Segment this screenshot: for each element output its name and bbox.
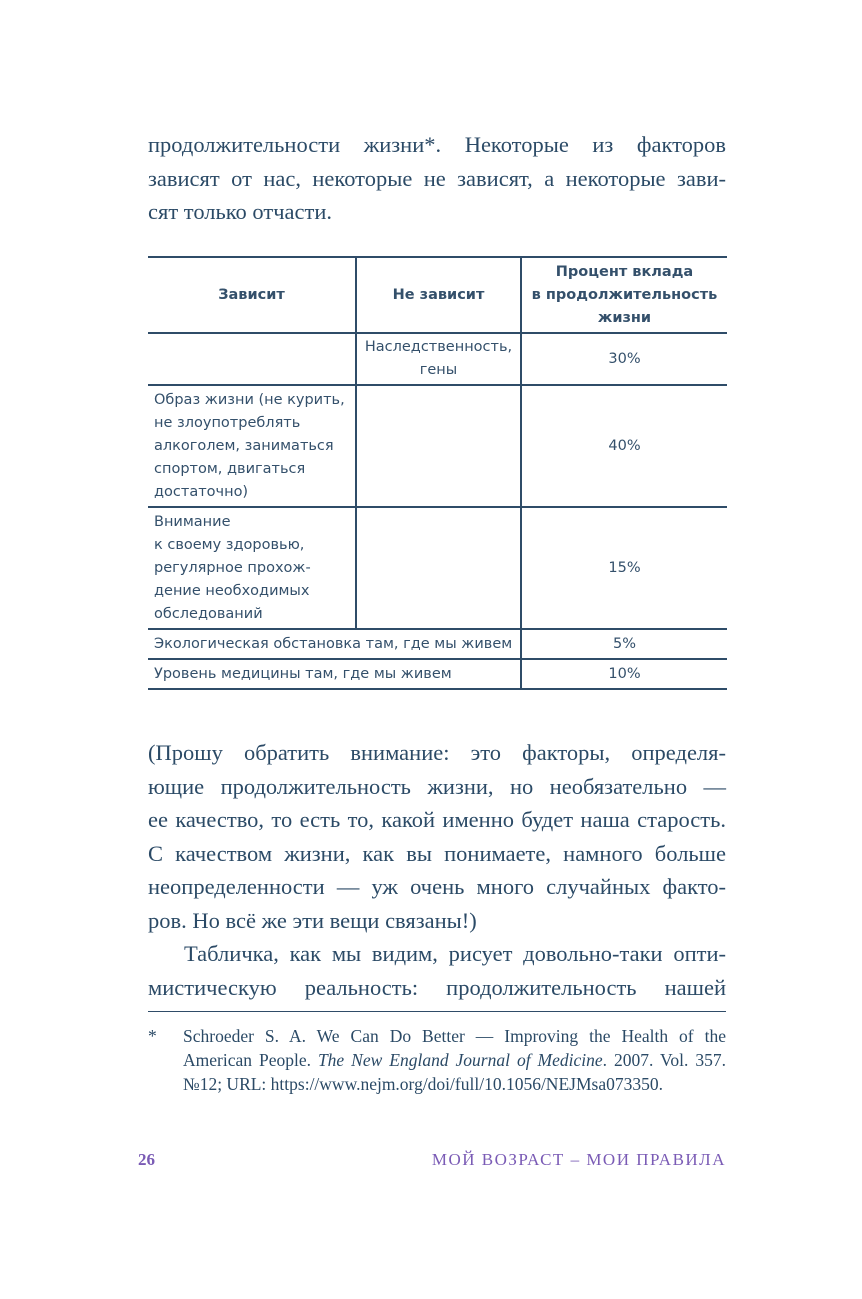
- header-line: в продолжительность: [531, 286, 718, 303]
- journal-title: The New England Journal of Medicine: [317, 1050, 603, 1070]
- text-line: ее качество, то есть то, какой именно будет наша старость.: [148, 807, 726, 832]
- cell-percent: 15%: [521, 507, 727, 629]
- table-row: [148, 333, 727, 385]
- cell-line: обследований: [154, 605, 263, 622]
- page-number: 26: [138, 1150, 155, 1169]
- footnote-text: . 2007. Vol. 357.: [602, 1050, 726, 1070]
- footnote-body: [183, 1024, 726, 1096]
- footnote-mark: *: [148, 1026, 157, 1046]
- text-line: мистическую реальность: продолжительность нашей: [148, 974, 726, 1000]
- cell-merged-factor: Экологическая обстановка там, где мы живем: [148, 629, 521, 659]
- text-line: зависят от нас, некоторые не зависят, а некоторые зави-: [148, 165, 726, 191]
- body-paragraph: [148, 736, 726, 1004]
- table-header-row: [148, 257, 727, 333]
- cell-percent: 5%: [521, 629, 727, 659]
- cell-line: алкоголем, заниматься: [154, 437, 334, 454]
- cell-line: Образ жизни (не курить,: [154, 391, 345, 408]
- table-row: [148, 629, 727, 659]
- text-line: (Прошу обратить внимание: это факторы, определя-: [148, 740, 726, 765]
- cell-line: к своему здоровью,: [154, 536, 305, 553]
- header-line: Процент вклада: [555, 263, 694, 280]
- cell-line: спортом, двигаться: [154, 460, 306, 477]
- footnote-line: Schroeder S. A. We Can Do Better — Improving the Health of the: [183, 1026, 726, 1046]
- cell-depends: [148, 507, 356, 629]
- text-line: неопределенности — уж очень много случайных факто-: [148, 874, 726, 899]
- footnote: [148, 1024, 726, 1096]
- cell-not-depends: [356, 507, 521, 629]
- text-line: С качеством жизни, как вы понимаете, намного больше: [148, 840, 726, 866]
- header-line: жизни: [597, 309, 652, 326]
- table-row: [148, 385, 727, 507]
- cell-line: гены: [419, 362, 458, 378]
- footnote-text: American People.: [183, 1050, 318, 1070]
- cell-not-depends: [356, 385, 521, 507]
- cell-merged-factor: Уровень медицины там, где мы живем: [148, 659, 521, 689]
- table-row: [148, 507, 727, 629]
- cell-not-depends: [356, 333, 521, 385]
- footnote-line: №12; URL: https://www.nejm.org/doi/full/10.1056/NEJMsa073350.: [183, 1074, 663, 1094]
- header-depends: Зависит: [148, 257, 356, 333]
- cell-percent: 10%: [521, 659, 727, 689]
- cell-line: Внимание: [154, 513, 231, 530]
- text-line: Табличка, как мы видим, рисует довольно-таки опти-: [184, 941, 726, 966]
- running-title: МОЙ ВОЗРАСТ – МОИ ПРАВИЛА: [431, 1150, 726, 1169]
- cell-line: не злоупотреблять: [154, 414, 301, 431]
- text-line: ющие продолжительность жизни, но необязательно —: [148, 773, 726, 799]
- footnote-divider: [148, 1011, 726, 1012]
- intro-paragraph: [148, 128, 726, 229]
- footnote-line: [183, 1048, 726, 1072]
- cell-line: Наследственность,: [364, 339, 513, 355]
- header-percent: [521, 257, 727, 333]
- text-line: ров. Но всё же эти вещи связаны!): [148, 907, 477, 933]
- cell-line: достаточно): [154, 483, 249, 500]
- cell-percent: 30%: [521, 333, 727, 385]
- cell-line: дение необходимых: [154, 582, 310, 599]
- cell-depends: [148, 385, 356, 507]
- text-line: продолжительности жизни*. Некоторые из факторов: [148, 132, 726, 157]
- cell-depends: [148, 333, 356, 385]
- text-line: сят только отчасти.: [148, 199, 333, 224]
- header-not-depends: Не зависит: [356, 257, 521, 333]
- table-row: [148, 659, 727, 689]
- factors-table: [148, 256, 727, 690]
- cell-line: регулярное прохож-: [154, 559, 311, 576]
- cell-percent: 40%: [521, 385, 727, 507]
